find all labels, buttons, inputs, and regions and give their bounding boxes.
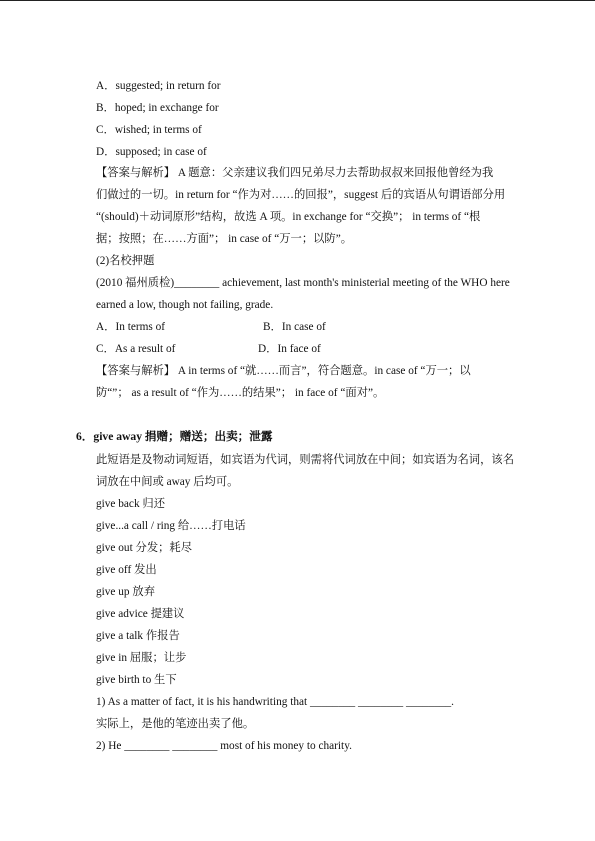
- q2-option-b: B．In case of: [263, 321, 326, 333]
- phrase-give-advice: give advice 提建议: [96, 608, 185, 620]
- example-2-sentence: 2) He ________ ________ most of his money to charity.: [96, 740, 352, 752]
- q1-option-a: A．suggested; in return for: [96, 80, 221, 92]
- q1-answer-line-1: 【答案与解析】 A 题意：父亲建议我们四兄弟尽力去帮助叔叔来回报他曾经为我: [96, 167, 494, 179]
- phrase-give-back: give back 归还: [96, 498, 166, 510]
- page-top-rule: [0, 0, 595, 1]
- q2-answer-line-2: 防“”； as a result of “作为……的结果”； in face of “面对”。: [96, 387, 385, 399]
- q2-option-c: C．As a result of: [96, 343, 176, 355]
- q1-option-b: B．hoped; in exchange for: [96, 102, 219, 114]
- phrase-give-out: give out 分发；耗尽: [96, 542, 193, 554]
- q1-answer-line-3: “(should)＋动词原形”结构，故选 A 项。in exchange for “交换”； in terms of “根: [96, 211, 481, 223]
- q1-option-c: C．wished; in terms of: [96, 124, 202, 136]
- item6-explanation-line-2: 词放在中间或 away 后均可。: [96, 476, 239, 488]
- item6-heading: 6．give away 捐赠；赠送；出卖；泄露: [76, 430, 273, 443]
- q2-option-a: A．In terms of: [96, 321, 166, 333]
- phrase-give-a-talk: give a talk 作报告: [96, 630, 180, 642]
- example-1-sentence: 1) As a matter of fact, it is his handwriting that ________ ________ ________.: [96, 696, 455, 708]
- phrase-give-off: give off 发出: [96, 564, 157, 576]
- q1-answer-line-2: 们做过的一切。in return for “作为对……的回报”，suggest 后的宾语从句谓语部分用: [96, 189, 506, 201]
- phrase-give-a-call: give...a call / ring 给……打电话: [96, 520, 246, 532]
- q1-answer-line-4: 据；按照；在……方面”； in case of “万一；以防”。: [96, 233, 353, 245]
- q2-section-label: (2)名校押题: [96, 255, 155, 267]
- q2-option-d: D．In face of: [258, 343, 321, 355]
- phrase-give-birth-to: give birth to 生下: [96, 674, 177, 686]
- q1-option-d: D．supposed; in case of: [96, 146, 207, 158]
- example-1-translation: 实际上，是他的笔迹出卖了他。: [96, 718, 255, 730]
- phrase-give-up: give up 放弃: [96, 586, 155, 598]
- phrase-give-in: give in 屈服；让步: [96, 652, 187, 664]
- q2-answer-line-1: 【答案与解析】 A in terms of “就……而言”，符合题意。in case of “万一；以: [96, 365, 471, 377]
- item6-explanation-line-1: 此短语是及物动词短语，如宾语为代词，则需将代词放在中间；如宾语为名词，该名: [96, 454, 514, 466]
- q2-stem-line-1: (2010 福州质检)________ achievement, last month's ministerial meeting of the WHO here: [96, 277, 510, 289]
- q2-stem-line-2: earned a low, though not failing, grade.: [96, 299, 274, 311]
